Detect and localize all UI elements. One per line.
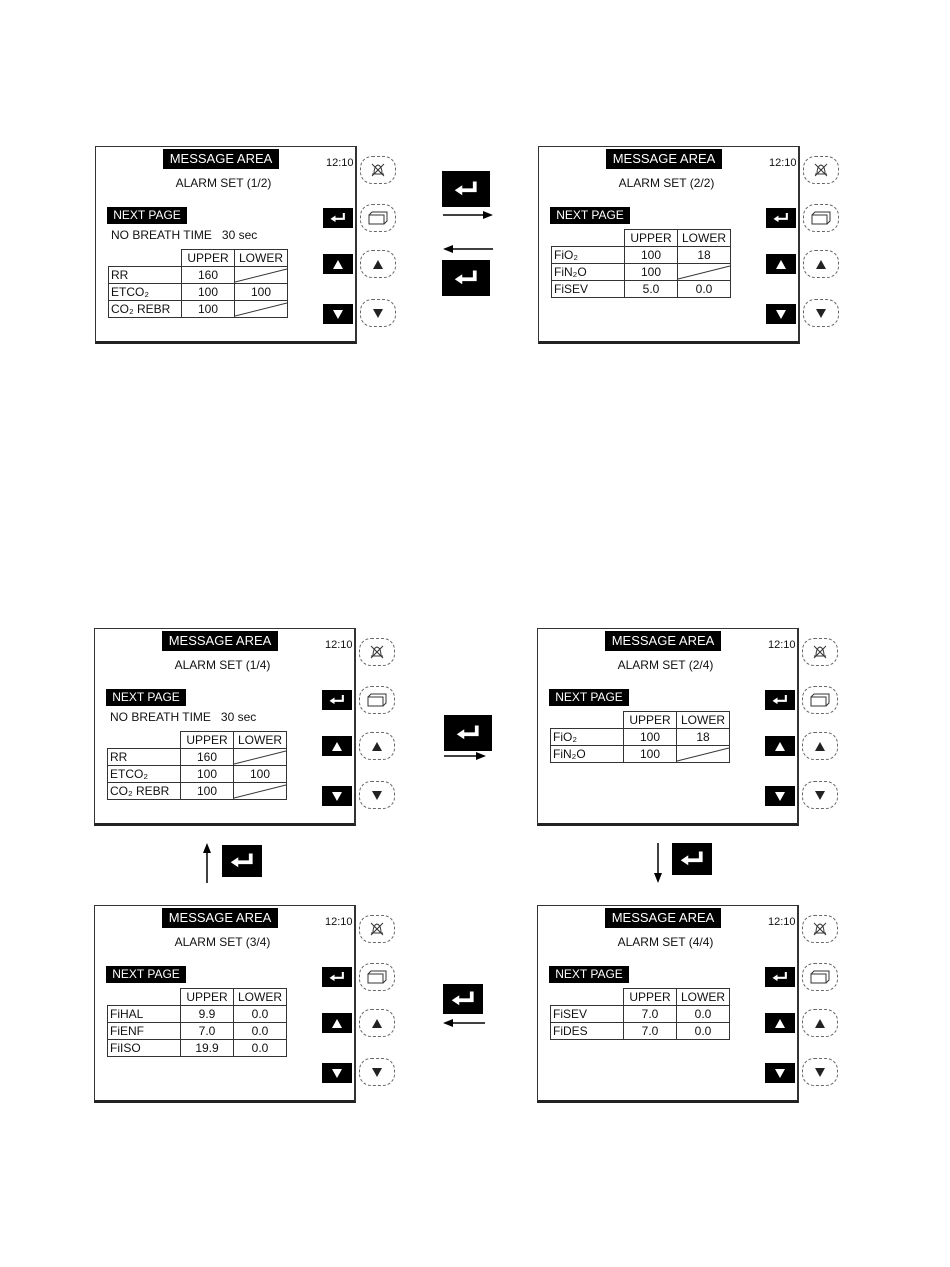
right-arrow [444,750,486,762]
lower-limit[interactable]: 0.0 [677,1006,730,1023]
upper-limit[interactable]: 7.0 [181,1023,234,1040]
next-page-button[interactable]: NEXT PAGE [106,689,186,706]
upper-limit[interactable]: 100 [182,284,235,301]
upper-limit[interactable]: 19.9 [181,1040,234,1057]
alarm-limit-table [107,988,287,1057]
upper-limit[interactable]: 160 [182,267,235,284]
enter-key[interactable] [322,690,352,710]
upper-limit[interactable]: 7.0 [624,1023,677,1040]
table-row [551,1023,730,1040]
clock-display: 12:10 [768,639,796,651]
message-area: MESSAGE AREA [162,631,278,651]
lower-limit[interactable]: 0.0 [234,1006,287,1023]
next-page-button[interactable]: NEXT PAGE [549,966,629,983]
next-page-button[interactable]: NEXT PAGE [106,966,186,983]
table-row [108,1040,287,1057]
right-arrow [443,209,493,221]
alarm-silence-icon[interactable] [802,915,838,943]
alarm-set-title: ALARM SET (1/2) [175,176,272,190]
enter-key[interactable] [766,208,796,228]
parameter-label: FiN₂O [552,264,625,281]
table-row [109,284,288,301]
no-breath-time: NO BREATH TIME 30 sec [111,228,258,242]
parameter-label: FiHAL [108,1006,181,1023]
table-row [551,746,730,763]
table-corner [109,250,182,267]
upper-limit[interactable]: 9.9 [181,1006,234,1023]
parameter-label: RR [109,267,182,284]
upper-header: UPPER [625,230,678,247]
alarm-screen [94,905,356,1103]
up-arrow [201,843,213,883]
lower-limit[interactable]: 18 [677,729,730,746]
up-key[interactable] [765,736,795,756]
left-arrow [443,1017,485,1029]
next-page-button[interactable]: NEXT PAGE [550,207,630,224]
table-corner [551,989,624,1006]
parameter-label: FiSEV [551,1006,624,1023]
parameter-label: FiENF [108,1023,181,1040]
down-arrow-icon[interactable] [802,781,838,809]
alarm-set-title: ALARM SET (1/4) [174,658,271,672]
enter-key-icon [442,260,490,296]
alarm-silence-icon[interactable] [359,915,395,943]
parameter-label: ETCO₂ [108,766,181,783]
down-arrow-icon[interactable] [359,1058,395,1086]
lower-limit-disabled [234,749,287,766]
down-arrow [652,843,664,883]
message-area: MESSAGE AREA [606,149,722,169]
up-arrow-icon[interactable] [359,732,395,760]
lower-limit-disabled [235,301,288,318]
down-arrow-icon[interactable] [803,299,839,327]
upper-limit[interactable]: 100 [625,247,678,264]
table-row [108,766,287,783]
page-icon[interactable] [803,204,839,232]
table-row [108,1023,287,1040]
enter-key-icon [222,845,262,877]
alarm-silence-icon[interactable] [803,156,839,184]
upper-limit[interactable]: 100 [182,301,235,318]
lower-header: LOWER [234,732,287,749]
table-corner [552,230,625,247]
up-key[interactable] [765,1013,795,1033]
upper-header: UPPER [182,250,235,267]
alarm-limit-table [550,711,730,763]
enter-key[interactable] [765,690,795,710]
alarm-silence-icon[interactable] [360,156,396,184]
up-key[interactable] [766,254,796,274]
alarm-limit-table [551,229,731,298]
message-area: MESSAGE AREA [162,908,278,928]
parameter-label: FiDES [551,1023,624,1040]
table-row [108,1006,287,1023]
upper-limit[interactable]: 5.0 [625,281,678,298]
enter-key-icon [672,843,712,875]
lower-limit-disabled [234,783,287,800]
enter-key-icon [442,171,490,207]
lower-limit-disabled [235,267,288,284]
upper-header: UPPER [181,732,234,749]
down-arrow-icon[interactable] [802,1058,838,1086]
table-corner [108,989,181,1006]
up-arrow-icon[interactable] [359,1009,395,1037]
alarm-set-title: ALARM SET (2/4) [617,658,714,672]
lower-limit[interactable]: 0.0 [234,1040,287,1057]
table-corner [108,732,181,749]
up-arrow-icon[interactable] [802,732,838,760]
alarm-screen [537,905,799,1103]
upper-limit[interactable]: 100 [624,746,677,763]
lower-header: LOWER [677,989,730,1006]
down-key[interactable] [323,304,353,324]
table-row [109,301,288,318]
alarm-screen [538,146,800,344]
table-row [551,729,730,746]
enter-key-icon [444,715,492,751]
down-arrow-icon[interactable] [360,299,396,327]
next-page-button[interactable]: NEXT PAGE [549,689,629,706]
lower-limit[interactable]: 18 [678,247,731,264]
lower-limit[interactable]: 0.0 [677,1023,730,1040]
parameter-label: ETCO₂ [109,284,182,301]
alarm-set-title: ALARM SET (3/4) [174,935,271,949]
table-row [552,264,731,281]
alarm-set-title: ALARM SET (2/2) [618,176,715,190]
clock-display: 12:10 [325,916,353,928]
upper-limit[interactable]: 100 [181,783,234,800]
up-arrow-icon[interactable] [360,250,396,278]
alarm-silence-icon[interactable] [802,638,838,666]
no-breath-time: NO BREATH TIME 30 sec [110,710,257,724]
clock-display: 12:10 [326,157,354,169]
upper-limit[interactable]: 100 [181,766,234,783]
page-icon[interactable] [802,963,838,991]
alarm-screen [537,628,799,826]
lower-limit[interactable]: 100 [235,284,288,301]
left-arrow [443,243,493,255]
parameter-label: FiO₂ [552,247,625,264]
down-key[interactable] [322,1063,352,1083]
table-row [552,281,731,298]
page-icon[interactable] [359,686,395,714]
down-key[interactable] [765,1063,795,1083]
alarm-limit-table [550,988,730,1040]
next-page-button[interactable]: NEXT PAGE [107,207,187,224]
page-icon[interactable] [359,963,395,991]
alarm-screen [94,628,356,826]
table-row [551,1006,730,1023]
alarm-set-title: ALARM SET (4/4) [617,935,714,949]
up-key[interactable] [322,1013,352,1033]
lower-limit-disabled [677,746,730,763]
alarm-silence-icon[interactable] [359,638,395,666]
enter-key[interactable] [323,208,353,228]
parameter-label: RR [108,749,181,766]
page-icon[interactable] [360,204,396,232]
clock-display: 12:10 [768,916,796,928]
table-row [109,267,288,284]
table-row [108,783,287,800]
alarm-screen [95,146,357,344]
message-area: MESSAGE AREA [605,908,721,928]
lower-header: LOWER [235,250,288,267]
up-arrow-icon[interactable] [802,1009,838,1037]
down-key[interactable] [765,786,795,806]
table-row [108,749,287,766]
up-key[interactable] [322,736,352,756]
page-icon[interactable] [802,686,838,714]
upper-limit[interactable]: 100 [625,264,678,281]
upper-limit[interactable]: 160 [181,749,234,766]
lower-header: LOWER [234,989,287,1006]
down-key[interactable] [322,786,352,806]
message-area: MESSAGE AREA [605,631,721,651]
parameter-label: FiO₂ [551,729,624,746]
enter-key[interactable] [322,967,352,987]
parameter-label: CO₂ REBR [109,301,182,318]
lower-limit[interactable]: 100 [234,766,287,783]
alarm-limit-table [108,249,288,318]
down-arrow-icon[interactable] [359,781,395,809]
clock-display: 12:10 [325,639,353,651]
upper-header: UPPER [624,712,677,729]
parameter-label: CO₂ REBR [108,783,181,800]
enter-key-icon [443,984,483,1014]
down-key[interactable] [766,304,796,324]
lower-header: LOWER [677,712,730,729]
lower-limit-disabled [678,264,731,281]
parameter-label: FiN₂O [551,746,624,763]
up-key[interactable] [323,254,353,274]
message-area: MESSAGE AREA [163,149,279,169]
table-corner [551,712,624,729]
lower-limit[interactable]: 0.0 [678,281,731,298]
upper-limit[interactable]: 100 [624,729,677,746]
lower-limit[interactable]: 0.0 [234,1023,287,1040]
lower-header: LOWER [678,230,731,247]
upper-header: UPPER [624,989,677,1006]
enter-key[interactable] [765,967,795,987]
parameter-label: FiSEV [552,281,625,298]
up-arrow-icon[interactable] [803,250,839,278]
upper-limit[interactable]: 7.0 [624,1006,677,1023]
clock-display: 12:10 [769,157,797,169]
table-row [552,247,731,264]
parameter-label: FiISO [108,1040,181,1057]
upper-header: UPPER [181,989,234,1006]
alarm-limit-table [107,731,287,800]
